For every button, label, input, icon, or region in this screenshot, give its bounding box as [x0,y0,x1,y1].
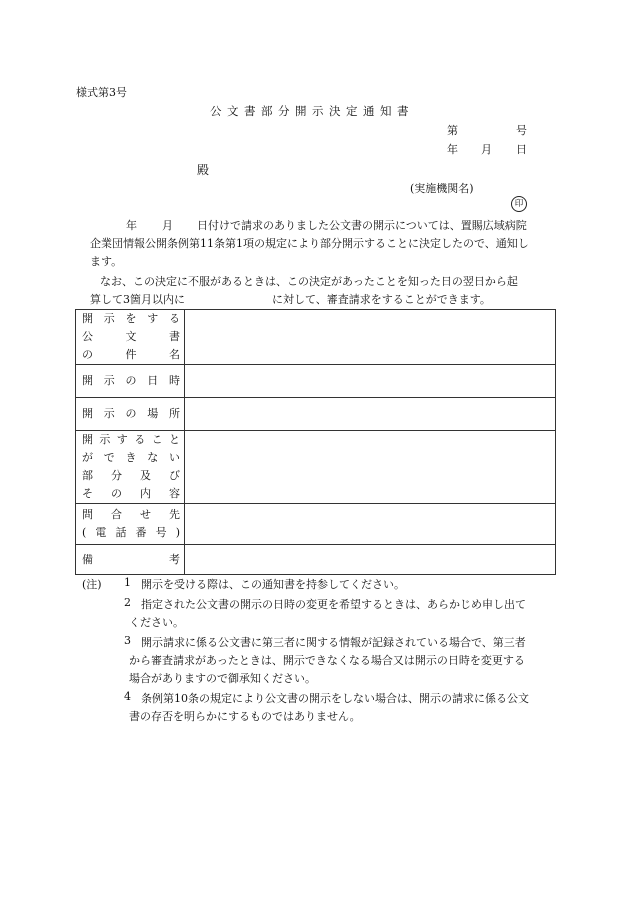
para1-month: 月 [162,219,173,232]
label-disclosure-datetime: 開示の日時 [76,365,185,398]
value-document-name[interactable] [185,310,556,365]
table-row-document-name [76,310,556,365]
label-document-name: 開示をする 公 文 書 の 件 名 [76,310,185,365]
addressee-honorific: 殿 [197,163,210,177]
para2-line2b: に対して、審査請求をすることができます。 [272,293,491,306]
note-3-number: 3 [124,634,131,647]
table-row-undisclosable-parts [76,431,556,504]
number-suffix: 号 [516,124,527,137]
table-row-disclosure-datetime [76,365,556,398]
org-name: (実施機関名) [410,182,474,195]
value-undisclosable-parts[interactable] [185,431,556,504]
note-1-line-1: 開示を受ける際は、この通知書を持参してください。 [141,578,405,591]
value-disclosure-place[interactable] [185,398,556,431]
number-prefix: 第 [447,124,458,137]
table-row-disclosure-place [76,398,556,431]
form-number: 様式第3号 [76,86,127,99]
date-month: 月 [481,143,492,156]
label-undisclosable-parts: 開示すること ができない 部分及び その内容 [76,431,185,504]
para2-line1: なお、この決定に不服があるときは、この決定があったことを知った日の翌日から起 [100,275,518,288]
note-2-line-1: 指定された公文書の開示の日時の変更を希望するときは、あらかじめ申し出て [141,598,526,611]
table-row-remarks [76,545,556,575]
para2-line2a: 算して3箇月以内に [90,293,185,306]
value-disclosure-datetime[interactable] [185,365,556,398]
note-4-line-2: 書の存否を明らかにするものではありません。 [129,710,361,723]
date-day: 日 [516,143,527,156]
document-title: 公文書部分開示決定通知書 [210,104,414,118]
label-disclosure-place: 開示の場所 [76,398,185,431]
para1-line2: 企業団情報公開条例第11条第1項の規定により部分開示することに決定したので、通知し [90,237,529,250]
label-contact: 問合せ先 (電話番号) [76,504,185,545]
table-row-contact [76,504,556,545]
date-year: 年 [447,143,458,156]
value-contact[interactable] [185,504,556,545]
note-3-line-3: 場合がありますので御承知ください。 [129,672,316,685]
note-2-line-2: ください。 [129,616,184,629]
note-2-number: 2 [124,596,131,609]
notes-prefix: (注) [82,578,102,591]
para1-year: 年 [126,219,137,232]
note-4-line-1: 条例第10条の規定により公文書の開示をしない場合は、開示の請求に係る公文 [141,692,529,705]
note-4-number: 4 [124,690,131,703]
para1-line3: ます。 [90,255,123,268]
seal-icon: 印 [511,196,527,212]
note-3-line-1: 開示請求に係る公文書に第三者に関する情報が記録されている場合で、第三者 [141,636,526,649]
value-remarks[interactable] [185,545,556,575]
disclosure-table [75,309,556,575]
note-3-line-2: から審査請求があったときは、開示できなくなる場合又は開示の日時を変更する [129,654,525,667]
para1-line1: 日付けで請求のありました公文書の開示については、置賜広域病院 [197,219,527,232]
label-remarks: 備 考 [76,545,185,575]
note-1-number: 1 [124,576,131,589]
